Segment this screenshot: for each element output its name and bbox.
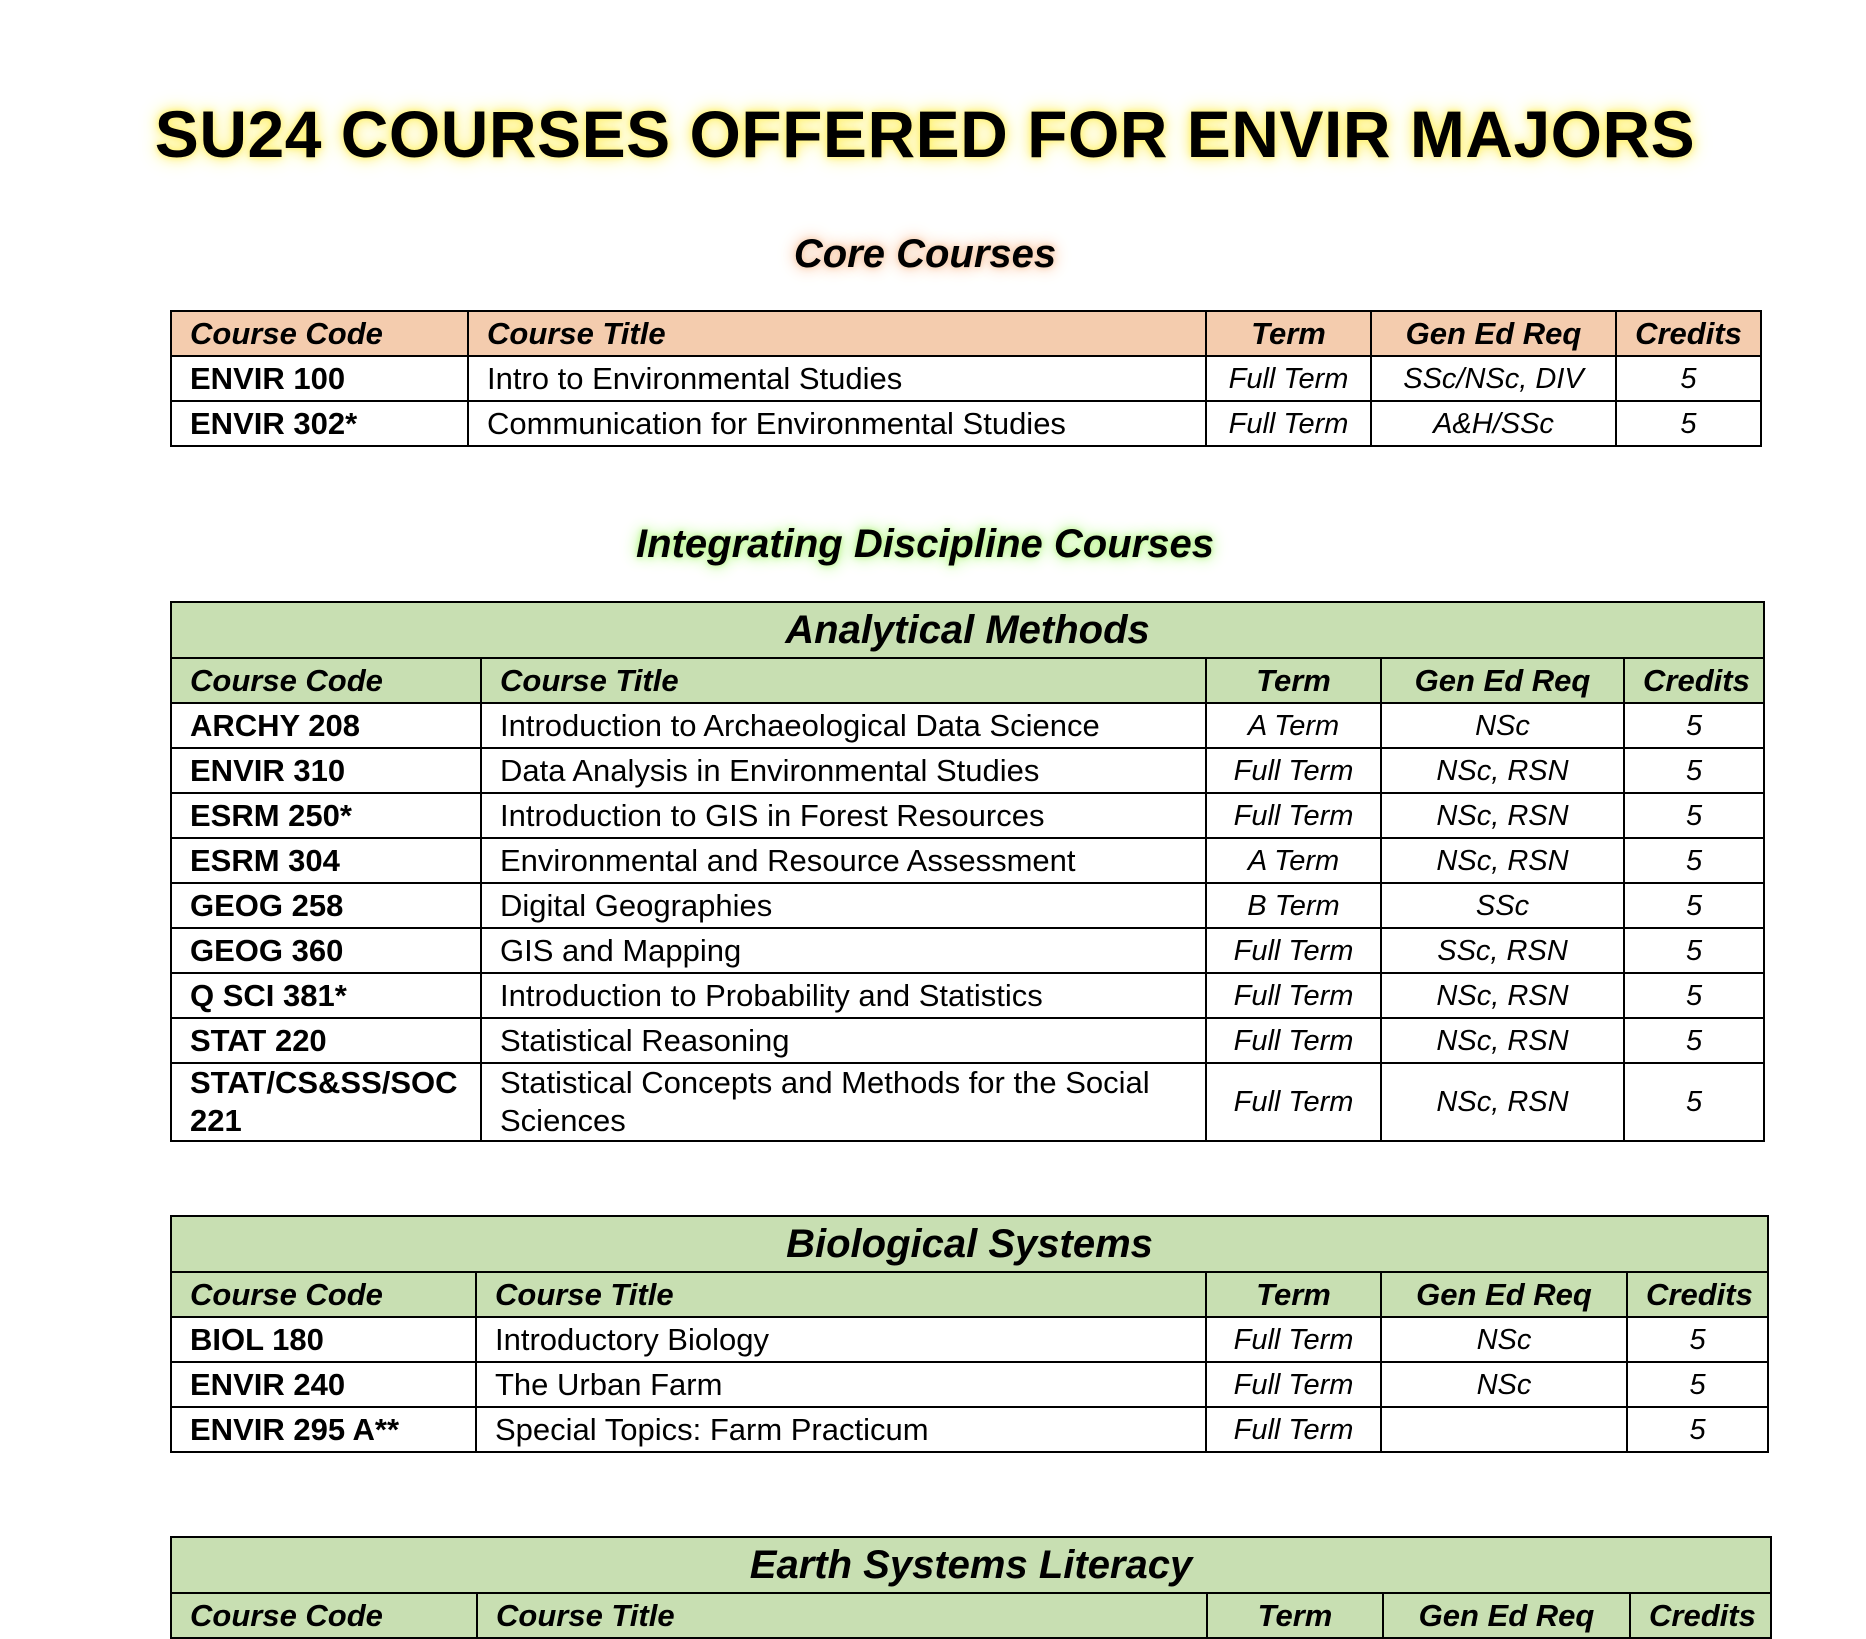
course-code-cell: STAT 220 (171, 1018, 481, 1063)
gen-ed-req-header: Gen Ed Req (1381, 658, 1624, 703)
analytical-methods-table (170, 601, 1765, 1142)
gen-ed-req-cell: NSc (1381, 1362, 1627, 1407)
course-code-cell: Q SCI 381* (171, 973, 481, 1018)
course-title-header: Course Title (476, 1272, 1206, 1317)
credits-cell: 5 (1627, 1317, 1768, 1362)
term-cell: Full Term (1206, 401, 1371, 446)
analytical-methods-banner: Analytical Methods (171, 602, 1764, 658)
course-title-header: Course Title (477, 1593, 1207, 1638)
biological-systems-table (170, 1215, 1769, 1453)
course-code-cell: GEOG 360 (171, 928, 481, 973)
analytical-header-row (171, 658, 1764, 703)
gen-ed-req-cell: SSc/NSc, DIV (1371, 356, 1616, 401)
term-cell: B Term (1206, 883, 1381, 928)
term-cell: Full Term (1206, 1317, 1381, 1362)
gen-ed-req-cell: NSc (1381, 1317, 1627, 1362)
course-title-cell: Introductory Biology (476, 1317, 1206, 1362)
table-row (171, 883, 1764, 928)
gen-ed-req-cell: SSc, RSN (1381, 928, 1624, 973)
course-code-cell: BIOL 180 (171, 1317, 476, 1362)
course-code-cell: STAT/CS&SS/SOC 221 (171, 1063, 481, 1141)
credits-cell: 5 (1624, 838, 1764, 883)
gen-ed-req-cell: NSc, RSN (1381, 1018, 1624, 1063)
earth-systems-literacy-table (170, 1536, 1772, 1639)
credits-header: Credits (1630, 1593, 1771, 1638)
table-row (171, 1018, 1764, 1063)
credits-cell: 5 (1624, 883, 1764, 928)
credits-cell: 5 (1624, 1063, 1764, 1141)
course-title-cell: Introduction to Archaeological Data Science (481, 703, 1206, 748)
course-code-cell: ENVIR 240 (171, 1362, 476, 1407)
gen-ed-req-cell: NSc, RSN (1381, 1063, 1624, 1141)
core-header-row (171, 311, 1761, 356)
term-cell: A Term (1206, 838, 1381, 883)
gen-ed-req-header: Gen Ed Req (1383, 1593, 1630, 1638)
term-cell: Full Term (1206, 748, 1381, 793)
course-code-cell: ARCHY 208 (171, 703, 481, 748)
gen-ed-req-header: Gen Ed Req (1371, 311, 1616, 356)
term-cell: Full Term (1206, 356, 1371, 401)
course-title-cell: Statistical Reasoning (481, 1018, 1206, 1063)
course-title-header: Course Title (468, 311, 1206, 356)
table-row (171, 748, 1764, 793)
integrating-discipline-heading: Integrating Discipline Courses (636, 522, 1214, 566)
course-code-header: Course Code (171, 311, 468, 356)
earth-header-row (171, 1593, 1771, 1638)
course-title-cell: Digital Geographies (481, 883, 1206, 928)
course-title-cell: Introduction to Probability and Statistics (481, 973, 1206, 1018)
table-row (171, 838, 1764, 883)
course-title-cell: Introduction to GIS in Forest Resources (481, 793, 1206, 838)
term-header: Term (1207, 1593, 1383, 1638)
course-code-header: Course Code (171, 658, 481, 703)
earth-systems-literacy-banner: Earth Systems Literacy (171, 1537, 1771, 1593)
term-header: Term (1206, 1272, 1381, 1317)
course-code-cell: ENVIR 295 A** (171, 1407, 476, 1452)
term-cell: Full Term (1206, 928, 1381, 973)
core-body (171, 356, 1761, 446)
term-header: Term (1206, 311, 1371, 356)
course-title-cell: GIS and Mapping (481, 928, 1206, 973)
gen-ed-req-cell: NSc (1381, 703, 1624, 748)
analytical-body (171, 703, 1764, 1141)
course-title-cell: Data Analysis in Environmental Studies (481, 748, 1206, 793)
table-row (171, 1317, 1768, 1362)
table-row (171, 1063, 1764, 1141)
table-row (171, 973, 1764, 1018)
term-cell: Full Term (1206, 1018, 1381, 1063)
course-code-header: Course Code (171, 1272, 476, 1317)
course-title-cell: Statistical Concepts and Methods for the Social Sciences (481, 1063, 1206, 1141)
credits-cell: 5 (1627, 1362, 1768, 1407)
biological-header-row (171, 1272, 1768, 1317)
table-row (171, 401, 1761, 446)
course-code-cell: ENVIR 302* (171, 401, 468, 446)
credits-cell: 5 (1624, 928, 1764, 973)
table-row (171, 1407, 1768, 1452)
gen-ed-req-cell: A&H/SSc (1371, 401, 1616, 446)
term-header: Term (1206, 658, 1381, 703)
course-title-cell: Special Topics: Farm Practicum (476, 1407, 1206, 1452)
credits-cell: 5 (1624, 793, 1764, 838)
course-code-cell: ENVIR 100 (171, 356, 468, 401)
gen-ed-req-cell (1381, 1407, 1627, 1452)
core-courses-table (170, 310, 1762, 447)
credits-header: Credits (1616, 311, 1761, 356)
course-title-header: Course Title (481, 658, 1206, 703)
table-row (171, 793, 1764, 838)
term-cell: A Term (1206, 703, 1381, 748)
course-code-cell: ENVIR 310 (171, 748, 481, 793)
credits-header: Credits (1624, 658, 1764, 703)
credits-header: Credits (1627, 1272, 1768, 1317)
course-title-cell: The Urban Farm (476, 1362, 1206, 1407)
gen-ed-req-cell: NSc, RSN (1381, 748, 1624, 793)
table-row (171, 703, 1764, 748)
biological-body (171, 1317, 1768, 1452)
gen-ed-req-cell: NSc, RSN (1381, 973, 1624, 1018)
gen-ed-req-cell: SSc (1381, 883, 1624, 928)
course-code-header: Course Code (171, 1593, 477, 1638)
page-title: SU24 COURSES OFFERED FOR ENVIR MAJORS (154, 97, 1696, 171)
table-row (171, 1362, 1768, 1407)
course-code-cell: ESRM 250* (171, 793, 481, 838)
term-cell: Full Term (1206, 1362, 1381, 1407)
table-row (171, 356, 1761, 401)
credits-cell: 5 (1624, 1018, 1764, 1063)
course-title-cell: Environmental and Resource Assessment (481, 838, 1206, 883)
course-title-cell: Communication for Environmental Studies (468, 401, 1206, 446)
course-code-cell: ESRM 304 (171, 838, 481, 883)
credits-cell: 5 (1624, 703, 1764, 748)
biological-systems-banner: Biological Systems (171, 1216, 1768, 1272)
credits-cell: 5 (1624, 748, 1764, 793)
term-cell: Full Term (1206, 1063, 1381, 1141)
course-title-cell: Intro to Environmental Studies (468, 356, 1206, 401)
credits-cell: 5 (1616, 401, 1761, 446)
term-cell: Full Term (1206, 973, 1381, 1018)
term-cell: Full Term (1206, 793, 1381, 838)
gen-ed-req-header: Gen Ed Req (1381, 1272, 1627, 1317)
core-courses-heading: Core Courses (793, 232, 1057, 276)
credits-cell: 5 (1616, 356, 1761, 401)
gen-ed-req-cell: NSc, RSN (1381, 793, 1624, 838)
course-code-cell: GEOG 258 (171, 883, 481, 928)
credits-cell: 5 (1624, 973, 1764, 1018)
term-cell: Full Term (1206, 1407, 1381, 1452)
credits-cell: 5 (1627, 1407, 1768, 1452)
table-row (171, 928, 1764, 973)
gen-ed-req-cell: NSc, RSN (1381, 838, 1624, 883)
